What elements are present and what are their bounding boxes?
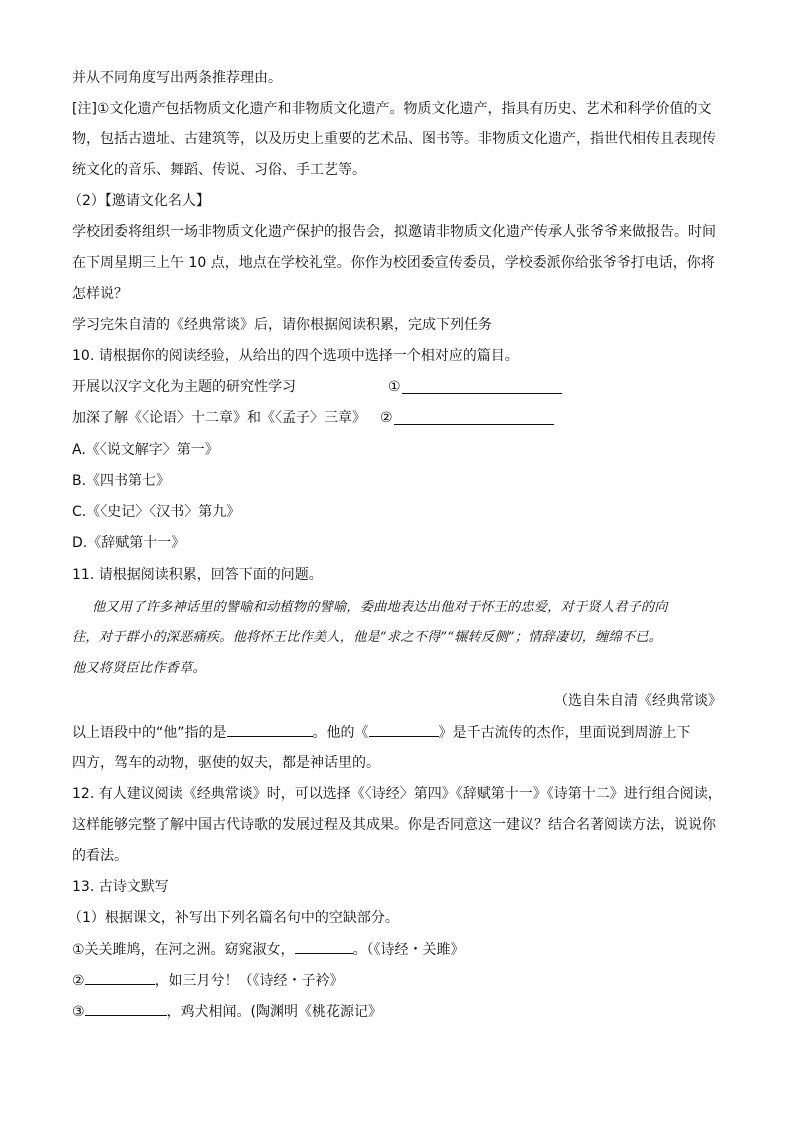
quote-line: 往，对于群小的深恶痛疾。他将怀王比作美人，他是“求之不得”“辗转反侧”；情辞凄切，缠绵不已。 — [72, 630, 663, 645]
answer-blank[interactable] — [85, 970, 155, 985]
match-row-2 — [72, 408, 722, 428]
option-c: C.《〈史记〉〈汉书〉第九》 — [72, 504, 241, 520]
text-line: 在下周星期三上午 10 点，地点在学校礼堂。你作为校团委宣传委员，学校委派你给张爷爷打电话，你将 — [72, 255, 715, 271]
text-line: 学习完朱自清的《经典常谈》后，请你根据阅读积累，完成下列任务 — [72, 317, 492, 333]
text-line: 学校团委将组织一场非物质文化遗产保护的报告会，拟邀请非物质文化遗产传承人张爷爷来做报告。时间 — [72, 224, 716, 240]
poem-text: ③ — [72, 1004, 85, 1020]
answer-blank[interactable] — [394, 410, 554, 425]
poem-text: ，鸡犬相闻。(陶渊明《桃花源记》 — [166, 1004, 383, 1020]
match-row-1 — [72, 377, 722, 397]
option-b: B.《四书第七》 — [72, 473, 171, 489]
poem-line — [72, 1001, 722, 1022]
text-line: 并从不同角度写出两条推荐理由。 — [72, 70, 282, 86]
fill-line: 四方，驾车的动物，驱使的奴夫，都是神话里的。 — [72, 755, 380, 771]
match-text: 开展以汉字文化为主题的研究性学习 — [72, 379, 296, 395]
poem-text: ①关关雎鸠，在河之洲。窈窕淑女， — [72, 942, 295, 958]
answer-blank[interactable] — [295, 939, 353, 954]
poem-text: ，如三月兮！（《诗经・子衿》 — [154, 973, 344, 989]
section-heading: （2）【邀请文化名人】 — [68, 193, 210, 209]
question-10: 10. 请根据你的阅读经验，从给出的四个选项中选择一个相对应的篇目。 — [72, 348, 519, 364]
quote-line: 他又用了许多神话里的譬喻和动植物的譬喻，委曲地表达出他对于怀王的忠爱，对于贤人君子的向 — [92, 600, 668, 615]
answer-blank[interactable] — [369, 722, 439, 737]
fill-text: 》是千古流传的杰作，里面说到周游上下 — [438, 725, 691, 741]
text-line: 怎样说？ — [72, 286, 128, 302]
poem-text: 。（《诗经・关雎》 — [352, 942, 465, 958]
match-number: ① — [388, 379, 401, 395]
match-text: 加深了解《〈论语〉十二章》和《〈孟子〉三章》 — [72, 410, 366, 426]
question-12: 12. 有人建议阅读《经典常谈》时，可以选择《〈诗经〉第四》《辞赋第十一》《诗第十二》进行组合阅读， — [72, 786, 722, 802]
match-number: ② — [380, 410, 393, 426]
poem-line — [72, 939, 722, 960]
option-a: A.《〈说文解字〉第一》 — [72, 442, 219, 458]
question-11: 11. 请根据阅读积累，回答下面的问题。 — [72, 567, 323, 583]
text-line: 的看法。 — [72, 848, 128, 864]
text-line: 统文化的音乐、舞蹈、传说、习俗、手工艺等。 — [72, 162, 366, 178]
poem-text: ② — [72, 973, 85, 989]
question-13: 13. 古诗文默写 — [72, 879, 169, 895]
answer-blank[interactable] — [402, 379, 562, 394]
option-d: D.《辞赋第十一》 — [72, 535, 186, 551]
question-13-1: （1）根据课文，补写出下列名篇名句中的空缺部分。 — [68, 910, 399, 926]
text-line: [注]①文化遗产包括物质文化遗产和非物质文化遗产。物质文化遗产，指具有历史、艺术和科学价值的文 — [72, 101, 712, 117]
quote-line: 他又将贤臣比作香草。 — [72, 661, 206, 676]
fill-line — [72, 722, 722, 743]
fill-text: 。他的《 — [312, 725, 369, 741]
poem-line — [72, 970, 722, 991]
text-line: 这样能够完整了解中国古代诗歌的发展过程及其成果。你是否同意这一建议？结合名著阅读方法，说说你 — [72, 817, 716, 833]
text-line: 物，包括古遗址、古建筑等，以及历史上重要的艺术品、图书等。非物质文化遗产，指世代相传且表现传 — [72, 131, 716, 147]
fill-text: 以上语段中的“他”指的是 — [72, 725, 227, 741]
answer-blank[interactable] — [85, 1001, 167, 1016]
quote-source: （选自朱自清《经典常谈》 — [554, 693, 722, 709]
answer-blank[interactable] — [227, 722, 313, 737]
